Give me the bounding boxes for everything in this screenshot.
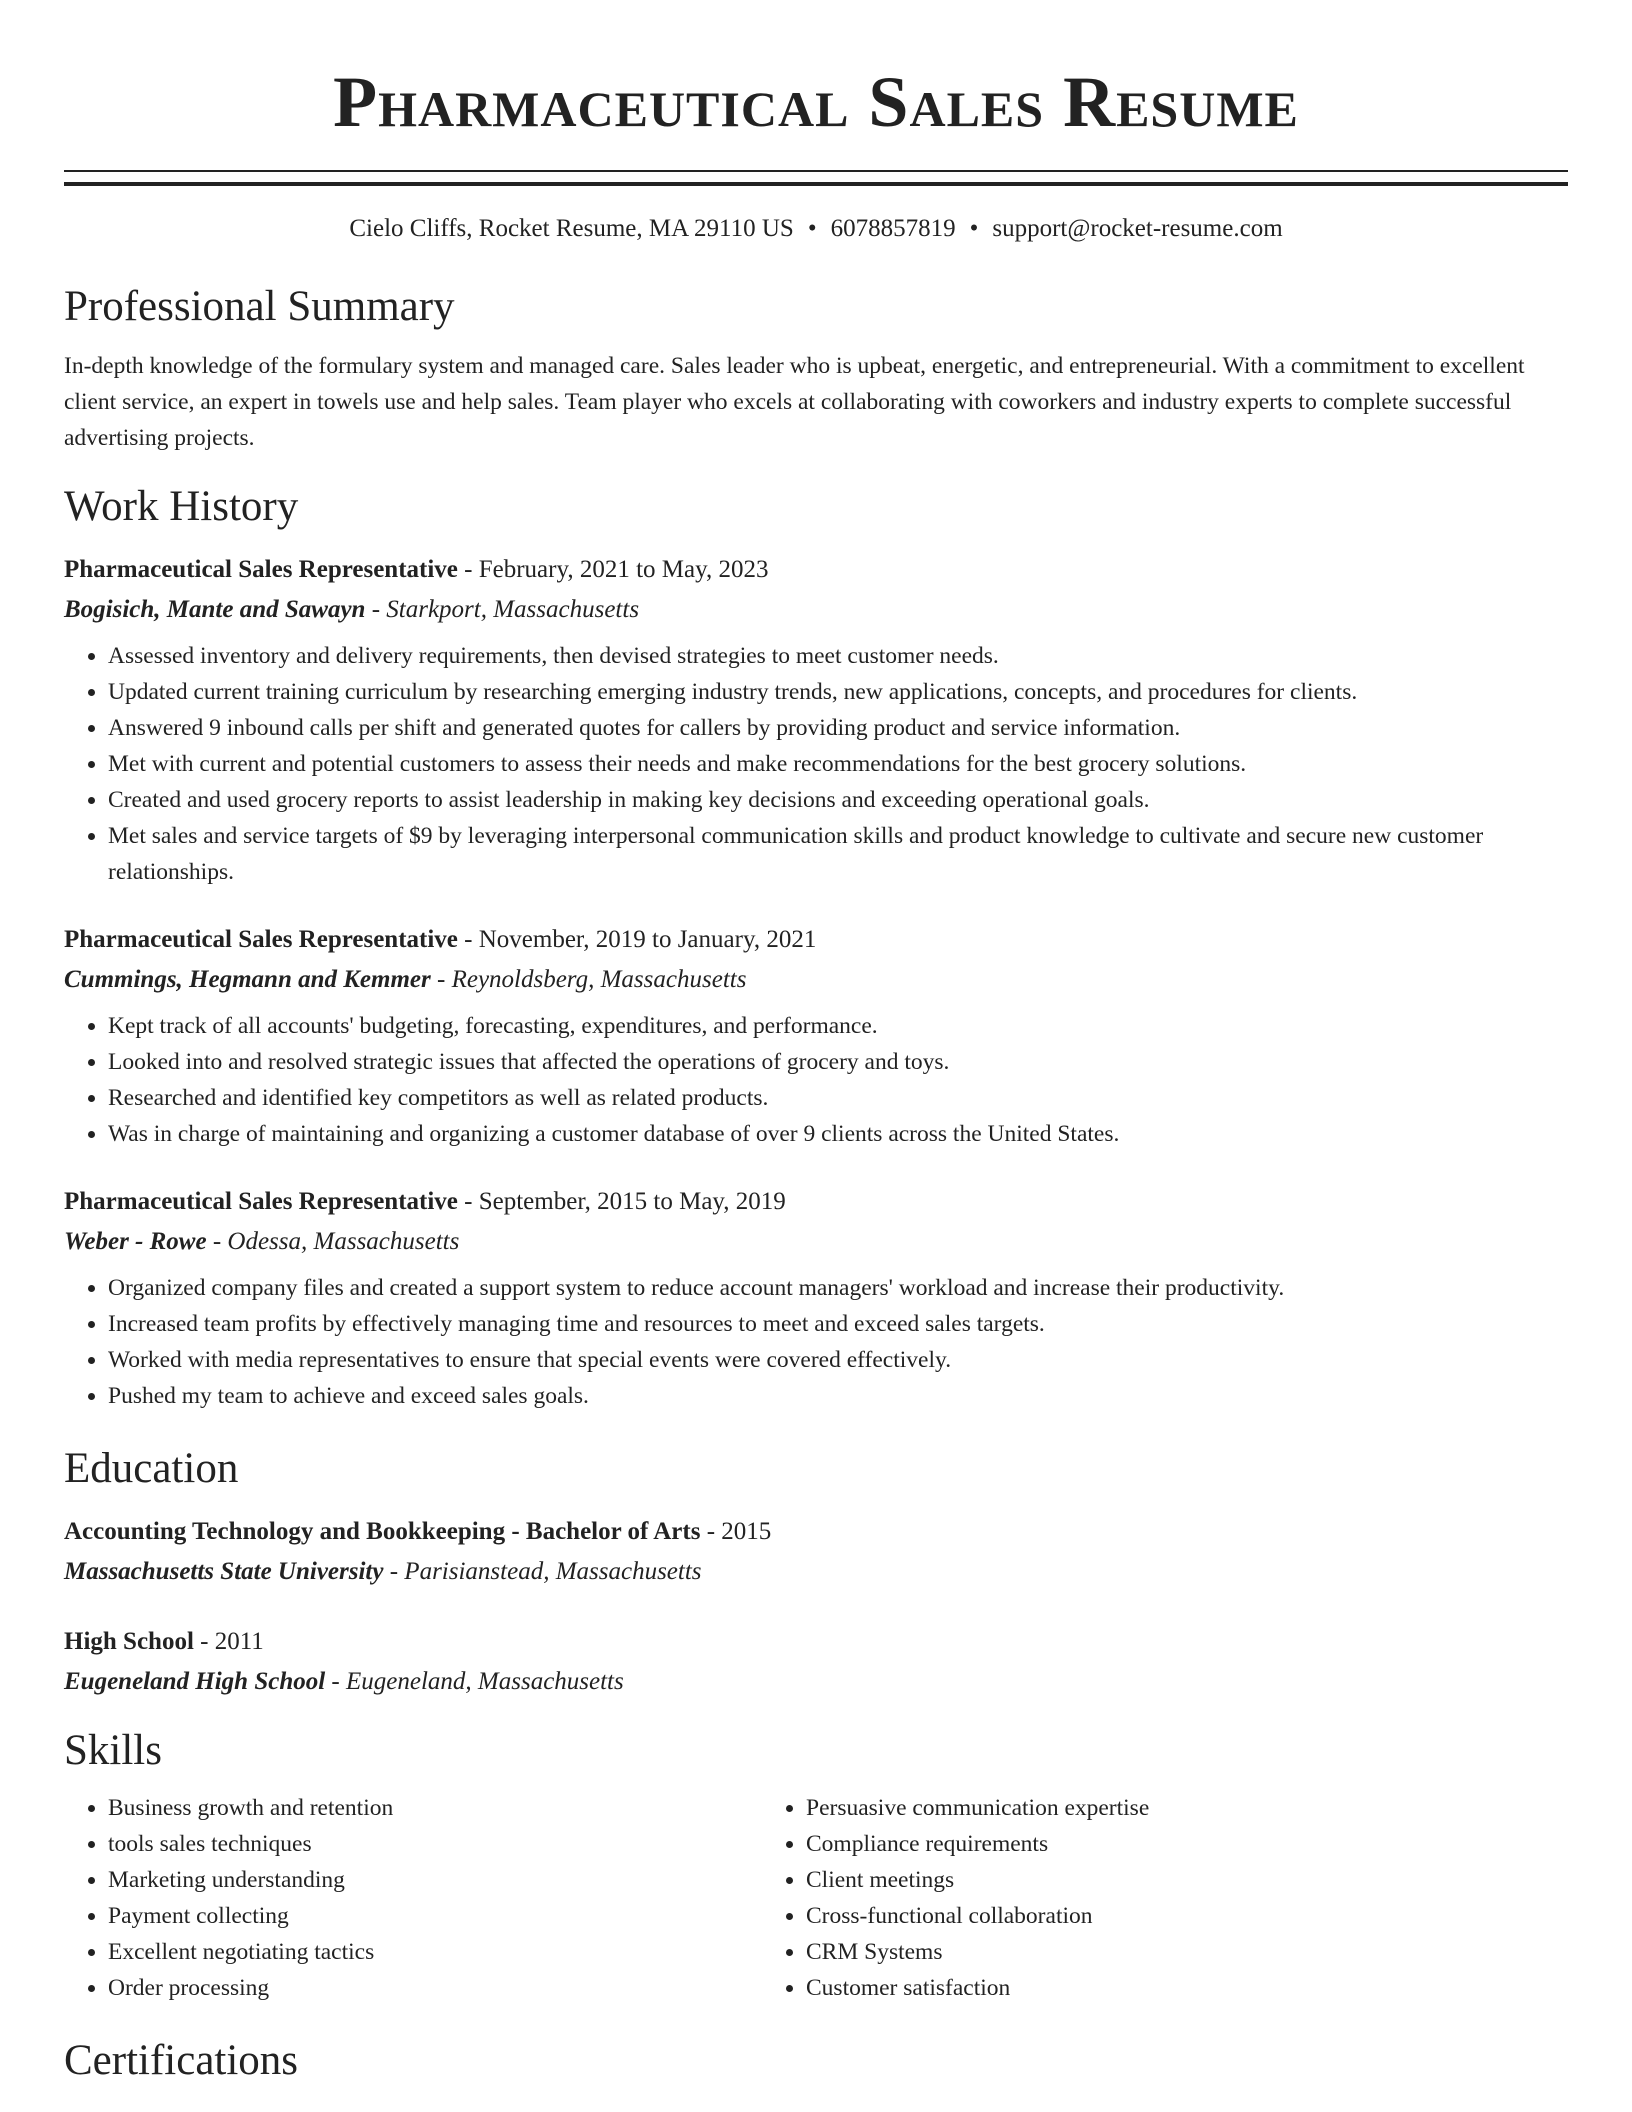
summary-heading: Professional Summary (64, 283, 455, 330)
education-location: - Parisianstead, Massachusetts (383, 1558, 702, 1585)
contact-separator: • (807, 215, 817, 242)
education-institution (64, 1556, 1568, 1588)
job-dates: - February, 2021 to May, 2023 (457, 556, 769, 583)
education-year: - 2015 (700, 1518, 772, 1545)
contact-address: Cielo Cliffs, Rocket Resume, MA 29110 US (349, 215, 794, 242)
skills-list (64, 1790, 1568, 2006)
job-dates: - November, 2019 to January, 2021 (457, 926, 817, 953)
education-entry (64, 1626, 1568, 1698)
skill-item: • Excellent negotiating tactics (108, 1934, 762, 1970)
job-role: Pharmaceutical Sales Representative (64, 926, 458, 953)
job-bullet: • Kept track of all accounts' budgeting, forecasting, expenditures, and performance. (108, 1008, 1568, 1044)
job-entry (64, 554, 1568, 890)
job-role: Pharmaceutical Sales Representative (64, 556, 458, 583)
education-school: Massachusetts State University (64, 1558, 384, 1585)
job-header (64, 924, 1568, 956)
job-bullet: • Created and used grocery reports to assist leadership in making key decisions and exceeding operational goals. (108, 782, 1568, 818)
skill-item: • Compliance requirements (806, 1826, 1460, 1862)
skill-item: • tools sales techniques (108, 1826, 762, 1862)
skill-item: • Client meetings (806, 1862, 1460, 1898)
job-header (64, 1186, 1568, 1218)
summary-text: In-depth knowledge of the formulary system and managed care. Sales leader who is upbeat, energetic, and entrepreneurial. With a commitment to excellent client service, an expert in towels use and help sales. Team player who excels at collaborating with coworkers and industry experts to complete successful advertising projects. (64, 353, 1525, 451)
job-bullet: • Looked into and resolved strategic issues that affected the operations of grocery and toys. (108, 1044, 1568, 1080)
skills-heading: Skills (64, 1727, 162, 1774)
job-bullet: • Met with current and potential customers to assess their needs and make recommendations for the best grocery solutions. (108, 746, 1568, 782)
job-bullets (64, 1270, 1568, 1414)
title-divider (64, 170, 1568, 186)
skill-item: • Order processing (108, 1970, 762, 2006)
education-heading: Education (64, 1445, 239, 1492)
job-company: Bogisich, Mante and Sawayn (64, 596, 366, 623)
education-year: - 2011 (193, 1628, 264, 1655)
contact-email: support@rocket-resume.com (992, 215, 1283, 242)
skills-column-right (762, 1790, 1460, 2006)
job-dates: - September, 2015 to May, 2019 (457, 1188, 786, 1215)
job-location: - Odessa, Massachusetts (206, 1228, 460, 1255)
job-bullet: • Met sales and service targets of $9 by leveraging interpersonal communication skills and product knowledge to cultivate and secure new customer relationships. (108, 818, 1568, 890)
education-header (64, 1626, 1568, 1658)
job-bullet: • Pushed my team to achieve and exceed sales goals. (108, 1378, 1568, 1414)
job-employer (64, 964, 1568, 996)
job-bullet: • Was in charge of maintaining and organizing a customer database of over 9 clients across the United States. (108, 1116, 1568, 1152)
work-history-heading: Work History (64, 483, 299, 530)
education-degree: Accounting Technology and Bookkeeping - Bachelor of Arts (64, 1518, 701, 1545)
job-header (64, 554, 1568, 586)
job-bullet: • Worked with media representatives to ensure that special events were covered effectively. (108, 1342, 1568, 1378)
skill-item: • Customer satisfaction (806, 1970, 1460, 2006)
job-company: Cummings, Hegmann and Kemmer (64, 966, 431, 993)
job-employer (64, 594, 1568, 626)
job-bullet: • Assessed inventory and delivery requirements, then devised strategies to meet customer needs. (108, 638, 1568, 674)
job-bullet: • Researched and identified key competitors as well as related products. (108, 1080, 1568, 1116)
skill-item: • Business growth and retention (108, 1790, 762, 1826)
skills-column-left (64, 1790, 762, 2006)
skill-item: • Cross-functional collaboration (806, 1898, 1460, 1934)
education-header (64, 1516, 1568, 1548)
job-bullet: • Answered 9 inbound calls per shift and generated quotes for callers by providing product and service information. (108, 710, 1568, 746)
job-bullets (64, 638, 1568, 890)
page-title: Pharmaceutical Sales Resume (333, 62, 1299, 142)
education-school: Eugeneland High School (64, 1668, 326, 1695)
job-bullets (64, 1008, 1568, 1152)
contact-separator: • (969, 215, 979, 242)
job-entry (64, 924, 1568, 1152)
education-institution (64, 1666, 1568, 1698)
skill-item: • CRM Systems (806, 1934, 1460, 1970)
certifications-heading: Certifications (64, 2037, 299, 2084)
contact-line (64, 214, 1568, 244)
education-degree: High School (64, 1628, 194, 1655)
contact-phone: 6078857819 (830, 215, 956, 242)
resume-page (64, 0, 1568, 2086)
job-entry (64, 1186, 1568, 1414)
job-bullet: • Organized company files and created a support system to reduce account managers' workload and increase their productivity. (108, 1270, 1568, 1306)
job-employer (64, 1226, 1568, 1258)
job-bullet: • Increased team profits by effectively managing time and resources to meet and exceed sales targets. (108, 1306, 1568, 1342)
education-entry (64, 1516, 1568, 1588)
job-company: Weber - Rowe (64, 1228, 207, 1255)
job-location: - Starkport, Massachusetts (365, 596, 640, 623)
education-location: - Eugeneland, Massachusetts (325, 1668, 624, 1695)
job-location: - Reynoldsberg, Massachusetts (430, 966, 747, 993)
skill-item: • Persuasive communication expertise (806, 1790, 1460, 1826)
skill-item: • Marketing understanding (108, 1862, 762, 1898)
job-bullet: • Updated current training curriculum by researching emerging industry trends, new applications, concepts, and procedures for clients. (108, 674, 1568, 710)
job-role: Pharmaceutical Sales Representative (64, 1188, 458, 1215)
skill-item: • Payment collecting (108, 1898, 762, 1934)
